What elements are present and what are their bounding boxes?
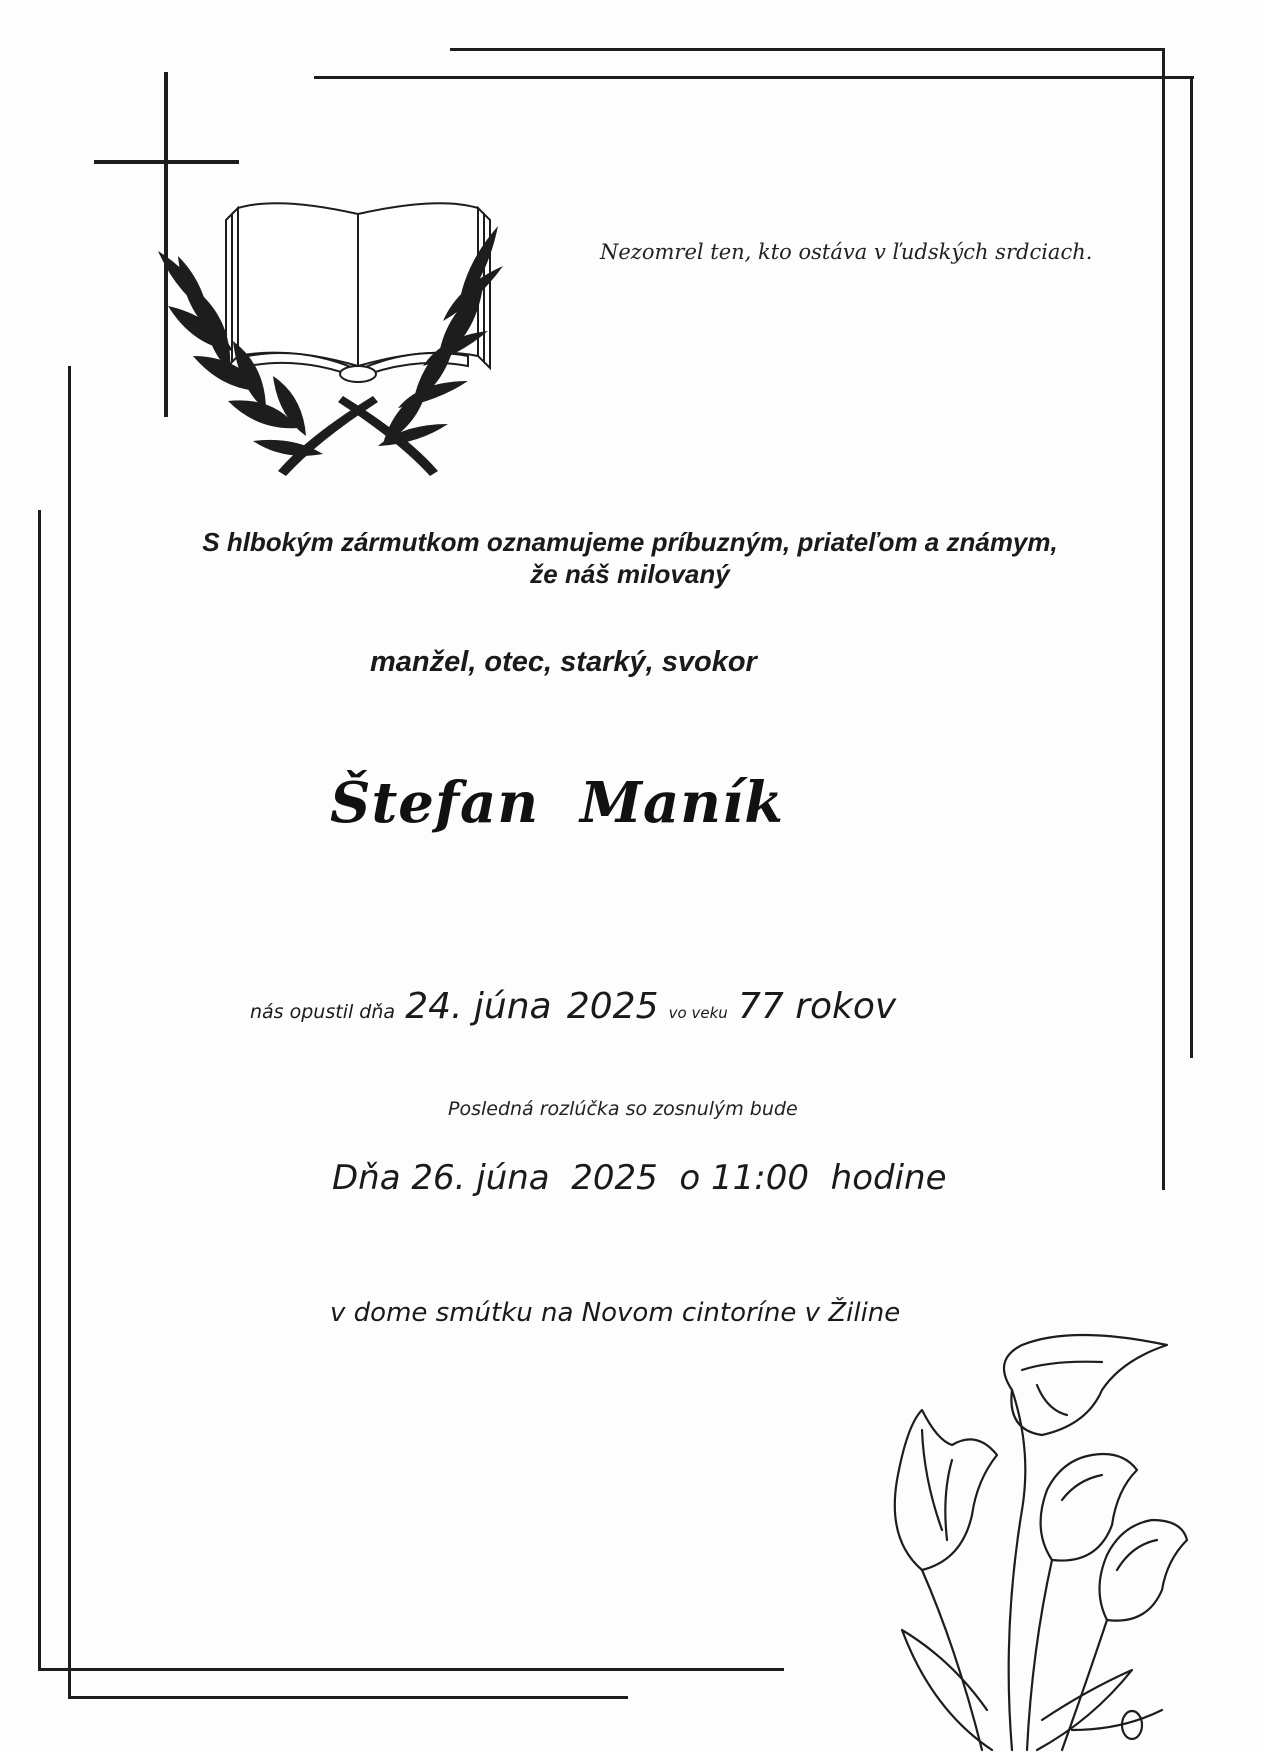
announcement-line-2: že náš milovaný [530,559,730,589]
ceremony-year: 2025 [571,1158,658,1198]
family-relation: manžel, otec, starký, svokor [370,646,757,678]
death-prefix: nás opustil dňa [250,1001,396,1023]
ceremony-place: v dome smútku na Novom cintoríne v Žiline [330,1298,901,1328]
frame-top-line-2 [314,76,1194,79]
calla-lily-illustration [862,1330,1192,1750]
death-date: 24. júna [405,986,552,1027]
age-value: 77 rokov [737,986,897,1027]
death-info [250,986,1050,1027]
motto-text: Nezomrel ten, kto ostáva v ľudských srdciach. [600,240,1093,264]
frame-left-line-1 [38,510,41,1670]
announcement-intro [120,526,1140,590]
ceremony-date: Dňa 26. júna [332,1158,550,1198]
age-prefix: vo veku [668,1004,728,1022]
announcement-line-1: S hlbokým zármutkom oznamujeme príbuzným, priateľom a známym, [202,527,1058,557]
frame-right-line-2 [1190,76,1193,1058]
frame-right-line-1 [1162,48,1165,1190]
ceremony-time: o 11:00 [679,1158,810,1198]
book-laurel-icon [158,196,558,486]
death-year: 2025 [566,986,659,1027]
frame-left-line-2 [68,366,71,1698]
farewell-intro: Posledná rozlúčka so zosnulým bude [448,1098,798,1120]
frame-bottom-line-2 [68,1696,628,1699]
frame-bottom-line-1 [38,1668,784,1671]
frame-top-line-1 [450,48,1165,51]
ceremony-info [332,1158,1032,1198]
ceremony-suffix: hodine [830,1158,947,1198]
deceased-name: Štefan Maník [330,770,785,836]
